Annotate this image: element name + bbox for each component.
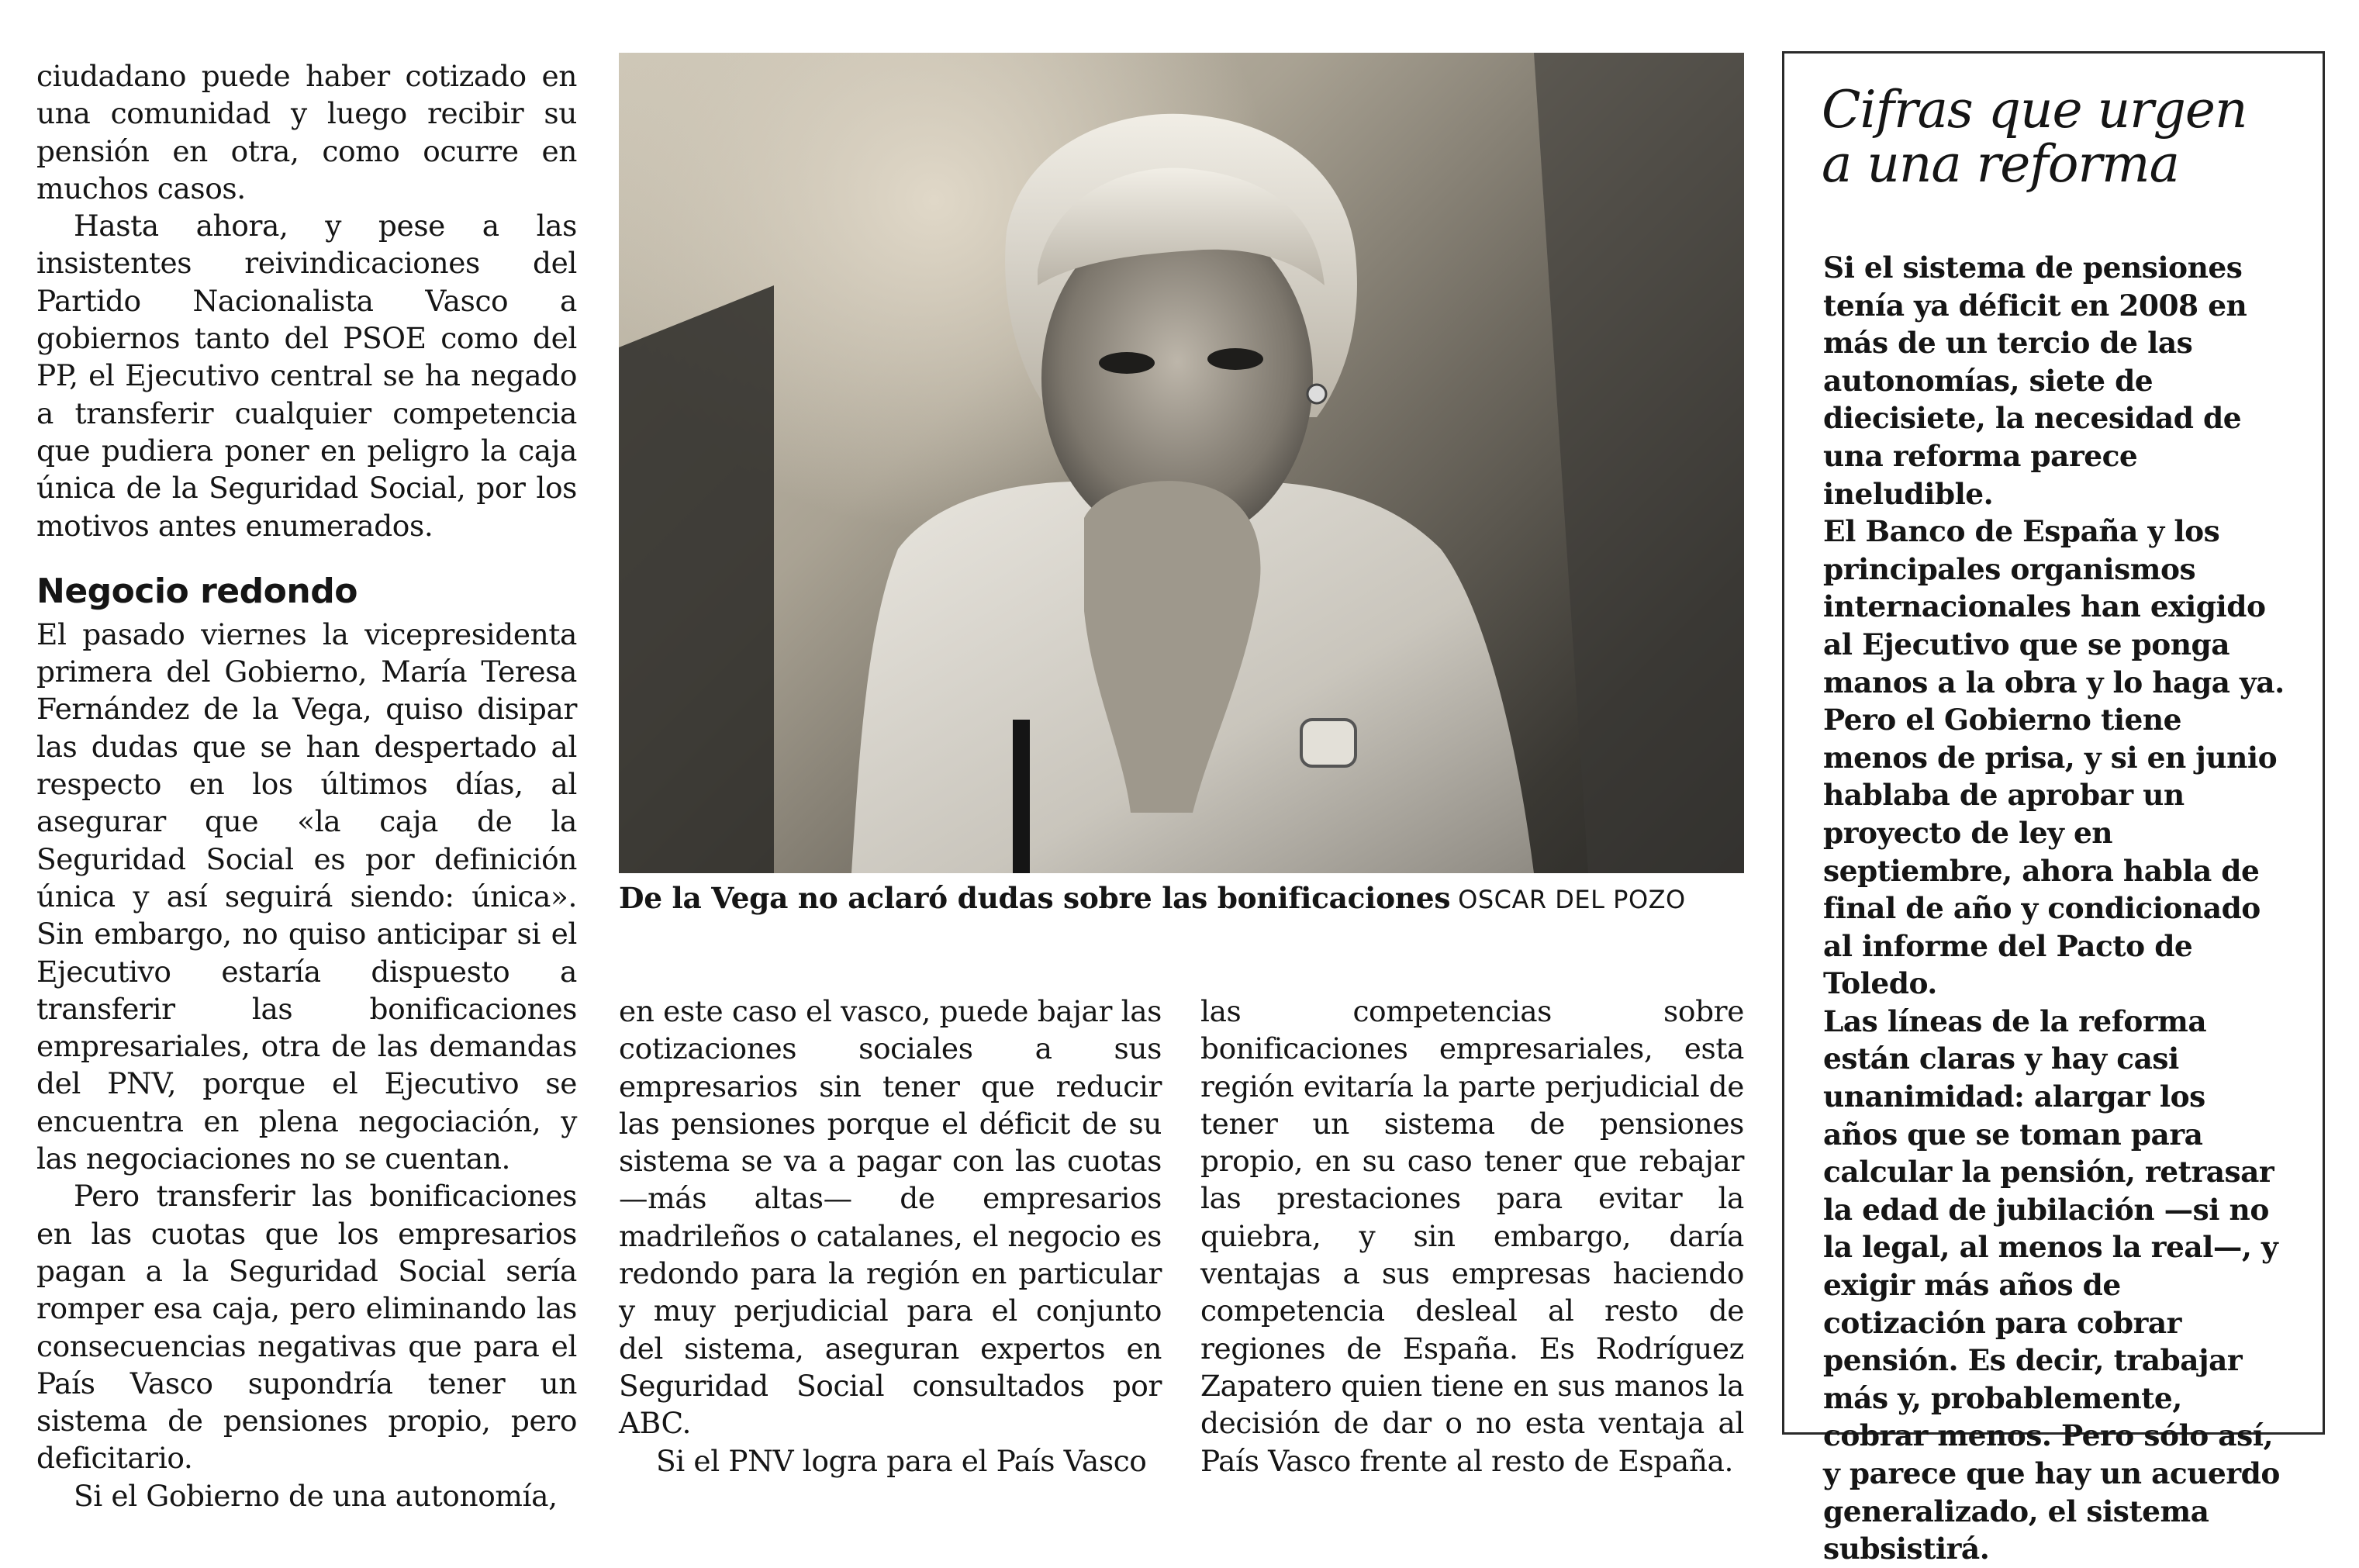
sidebar-box bbox=[1782, 51, 2325, 1566]
body-paragraph: Pero transferir las bonificaciones en las cuotas que los empresarios pagan a la Seguridad Social sería romper esa caja, pero eliminando las consecuencias negativas que para el País Vasco supondría tener un sistema de pensiones propio, pero deficitario. bbox=[36, 1179, 577, 1476]
body-paragraph: en este caso el vasco, puede bajar las cotizaciones sociales a sus empresarios sin tener que reducir las pensiones porque el déficit de su sistema se va a pagar con las cuotas —más altas— de empresarios madrileños o catalanes, el negocio es redondo para la región en particular y muy perjudicial para el conjunto del sistema, aseguran expertos en Seguridad Social consultados por ABC. bbox=[619, 994, 1162, 1441]
body-paragraph: las competencias sobre bonificaciones empresariales, esta región evitaría la parte perjudicial de tener un sistema de pensiones propio, en su caso tener que rebajar las prestaciones para evitar la quiebra, y sin embargo, daría ventajas a sus empresas haciendo competencia desleal al resto de regiones de España. Es Rodríguez Zapatero quien tiene en sus manos la decisión de dar o no esta ventaja al País Vasco frente al resto de España. bbox=[1200, 994, 1744, 1478]
article-column-2 bbox=[619, 993, 1162, 1480]
photo-caption bbox=[619, 879, 1751, 918]
photo-credit: OSCAR DEL POZO bbox=[1458, 885, 1686, 914]
article-column-3 bbox=[1200, 993, 1744, 1480]
body-paragraph: El pasado viernes la vicepresidenta primera del Gobierno, María Teresa Fernández de la Vega, quiso disipar las dudas que se han despertado al respecto en los últimos días, al asegurar que «la caja de la Seguridad Social es por definición única y así seguirá siendo: única». Sin embargo, no quiso anticipar si el Ejecutivo estaría dispuesto a transferir las bonificaciones empresariales, otra de las demandas del PNV, porque el Ejecutivo se encuentra en plena negociación, y las negociaciones no se cuentan. bbox=[36, 616, 577, 1176]
sidebar-title: Cifras que urgen a una reforma bbox=[1822, 80, 2247, 194]
article-column-1 bbox=[36, 57, 577, 1514]
sidebar-paragraph: Las líneas de la reforma están claras y hay casi unanimidad: alargar los años que se toman para calcular la pensión, retrasar la edad de jubilación —si no la legal, al menos la real—, y exigir más años de cotización para cobrar pensión. Es decir, trabajar más y, probablemente, cobrar menos. Pero sólo así, y parece que hay un acuerdo generalizado, el sistema subsistirá. bbox=[1823, 1003, 2280, 1566]
sidebar-paragraph: El Banco de España y los principales organismos internacionales han exigido al Ejecutivo que se ponga manos a la obra y lo haga ya. Pero el Gobierno tiene menos de prisa, y si en junio hablaba de aprobar un proyecto de ley en septiembre, ahora habla de final de año y condicionado al informe del Pacto de Toledo. bbox=[1823, 514, 2285, 1001]
subhead: Negocio redondo bbox=[36, 571, 357, 611]
news-photo bbox=[619, 53, 1744, 873]
body-paragraph: Si el PNV logra para el País Vasco bbox=[656, 1443, 1147, 1478]
caption-text: De la Vega no aclaró dudas sobre las bonificaciones bbox=[619, 881, 1451, 915]
sidebar-body bbox=[1823, 249, 2288, 1568]
body-paragraph: ciudadano puede haber cotizado en una comunidad y luego recibir su pensión en otra, como ocurre en muchos casos. bbox=[36, 59, 577, 205]
sidebar-paragraph: Si el sistema de pensiones tenía ya déficit en 2008 en más de un tercio de las autonomías, siete de diecisiete, la necesidad de una reforma parece ineludible. bbox=[1823, 250, 2247, 511]
body-paragraph: Si el Gobierno de una autonomía, bbox=[74, 1478, 558, 1513]
body-paragraph: Hasta ahora, y pese a las insistentes reivindicaciones del Partido Nacionalista Vasco a gobiernos tanto del PSOE como del PP, el Ejecutivo central se ha negado a transferir cualquier competencia que pudiera poner en peligro la caja única de la Seguridad Social, por los motivos antes enumerados. bbox=[36, 209, 577, 543]
portrait-illustration bbox=[619, 53, 1744, 873]
